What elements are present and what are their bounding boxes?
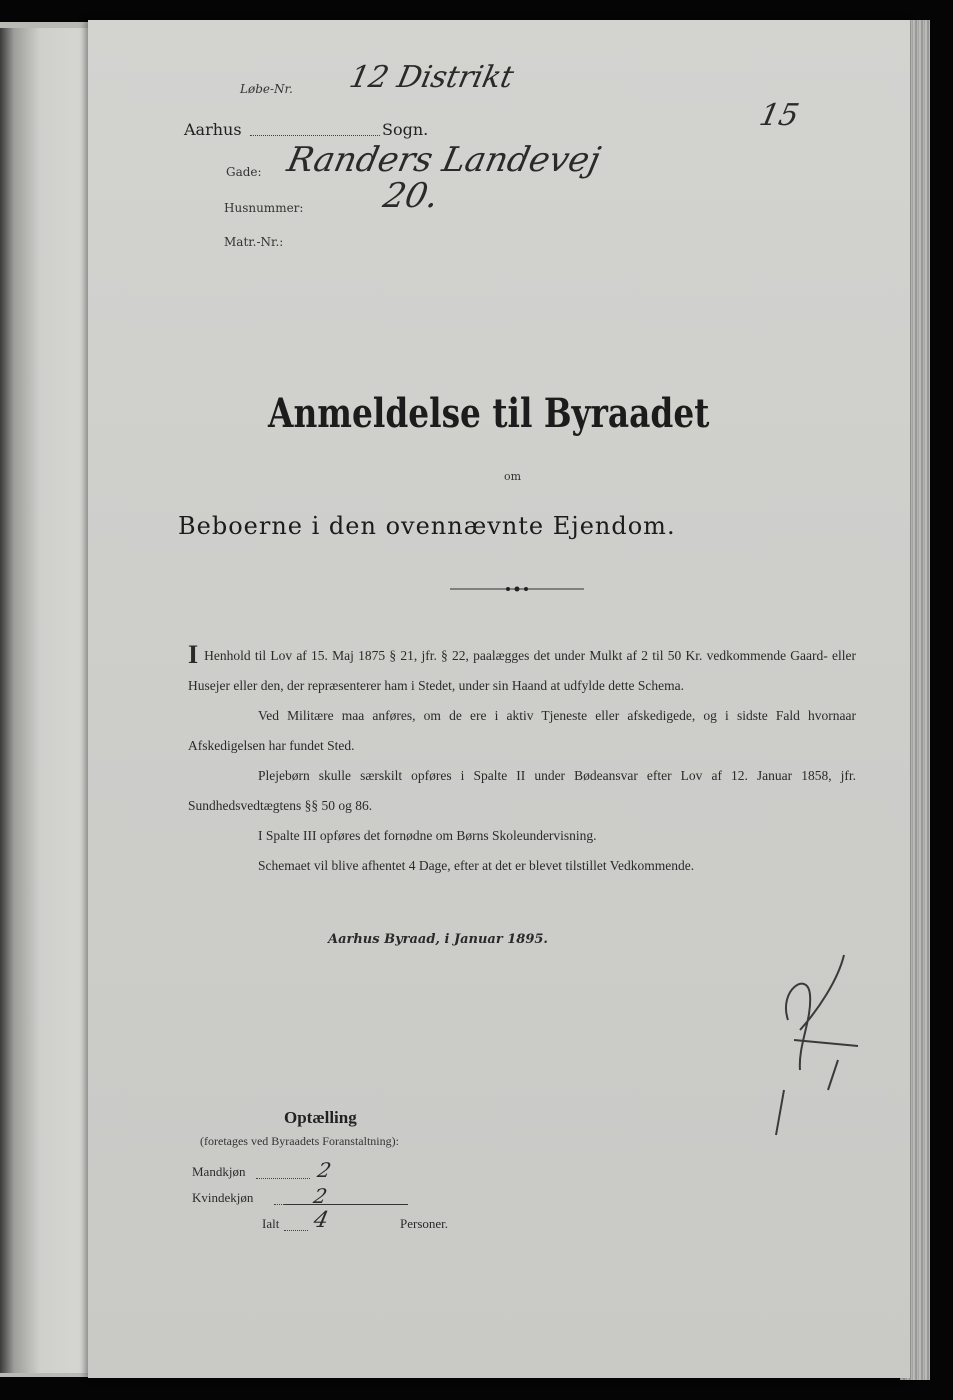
- mandkjon-label: Mandkjøn: [192, 1164, 246, 1179]
- kvindekjon-label: Kvindekjøn: [192, 1190, 254, 1205]
- gade-value: Randers Landevej: [283, 140, 604, 180]
- form-page: [88, 20, 910, 1378]
- instruction-paragraph-2: Ved Militære maa anføres, om de ere i aktiv Tjeneste eller afskedigede, og i sidste Fald hvornaar Afskedigelsen har fundet Sted.: [188, 708, 856, 753]
- mandkjon-dots: [256, 1166, 310, 1179]
- sogn-label: Sogn.: [382, 120, 429, 139]
- instruction-paragraph-5: Schemaet vil blive afhentet 4 Dage, efter at det er blevet tilstillet Vedkommende.: [258, 858, 695, 873]
- left-page-edge: [0, 28, 90, 1373]
- kvindekjon-value: 2: [311, 1184, 330, 1208]
- drop-initial: I: [188, 640, 199, 669]
- sum-rule: [284, 1204, 408, 1205]
- count-heading: Optælling: [284, 1108, 357, 1127]
- sogn-dotted-line: [250, 120, 380, 136]
- lobe-nr-label: Løbe-Nr.: [240, 82, 293, 96]
- document-subtitle: Beboerne i den ovennævnte Ejendom.: [178, 512, 676, 540]
- instruction-paragraph-1-text: Henhold til Lov af 15. Maj 1875 § 21, jfr. § 22, paalægges det under Mulkt af 2 til 50 Kr. vedkommende Gaard- eller Husejer eller den, der repræsenterer ham i Stedet, under sin Haand at udfylde dette Schema.: [188, 648, 856, 693]
- personer-label: Personer.: [400, 1216, 449, 1231]
- matr-nr-label: Matr.-Nr.:: [224, 235, 284, 249]
- document-title: Anmeldelse til Byraadet: [268, 390, 710, 437]
- instructions-block: [188, 640, 856, 881]
- instruction-paragraph-1: [188, 640, 856, 701]
- ornament-divider: [450, 582, 584, 596]
- husnummer-label: Husnummer:: [224, 201, 304, 215]
- city-label: Aarhus: [184, 120, 242, 139]
- lobe-nr-value: 12 Distrikt: [346, 60, 517, 95]
- mandkjon-value: 2: [315, 1158, 334, 1182]
- instruction-paragraph-4: I Spalte III opføres det fornødne om Børns Skoleundervisning.: [258, 828, 597, 843]
- count-note: (foretages ved Byraadets Foranstaltning):: [200, 1134, 399, 1148]
- issuer-signature: Aarhus Byraad, i Januar 1895.: [328, 932, 548, 947]
- corner-number: 15: [756, 98, 802, 133]
- handwritten-mark: [748, 950, 888, 1140]
- gade-label: Gade:: [226, 165, 262, 179]
- title-connector: om: [504, 470, 522, 483]
- ialt-value: 4: [311, 1208, 331, 1233]
- husnummer-value: 20.: [379, 176, 443, 216]
- instruction-paragraph-3: Plejebørn skulle særskilt opføres i Spalte II under Bødeansvar efter Lov af 12. Januar 1858, jfr. Sundhedsvedtægtens §§ 50 og 86.: [188, 768, 856, 813]
- ialt-dots: [284, 1218, 308, 1231]
- ialt-label: Ialt: [262, 1216, 280, 1231]
